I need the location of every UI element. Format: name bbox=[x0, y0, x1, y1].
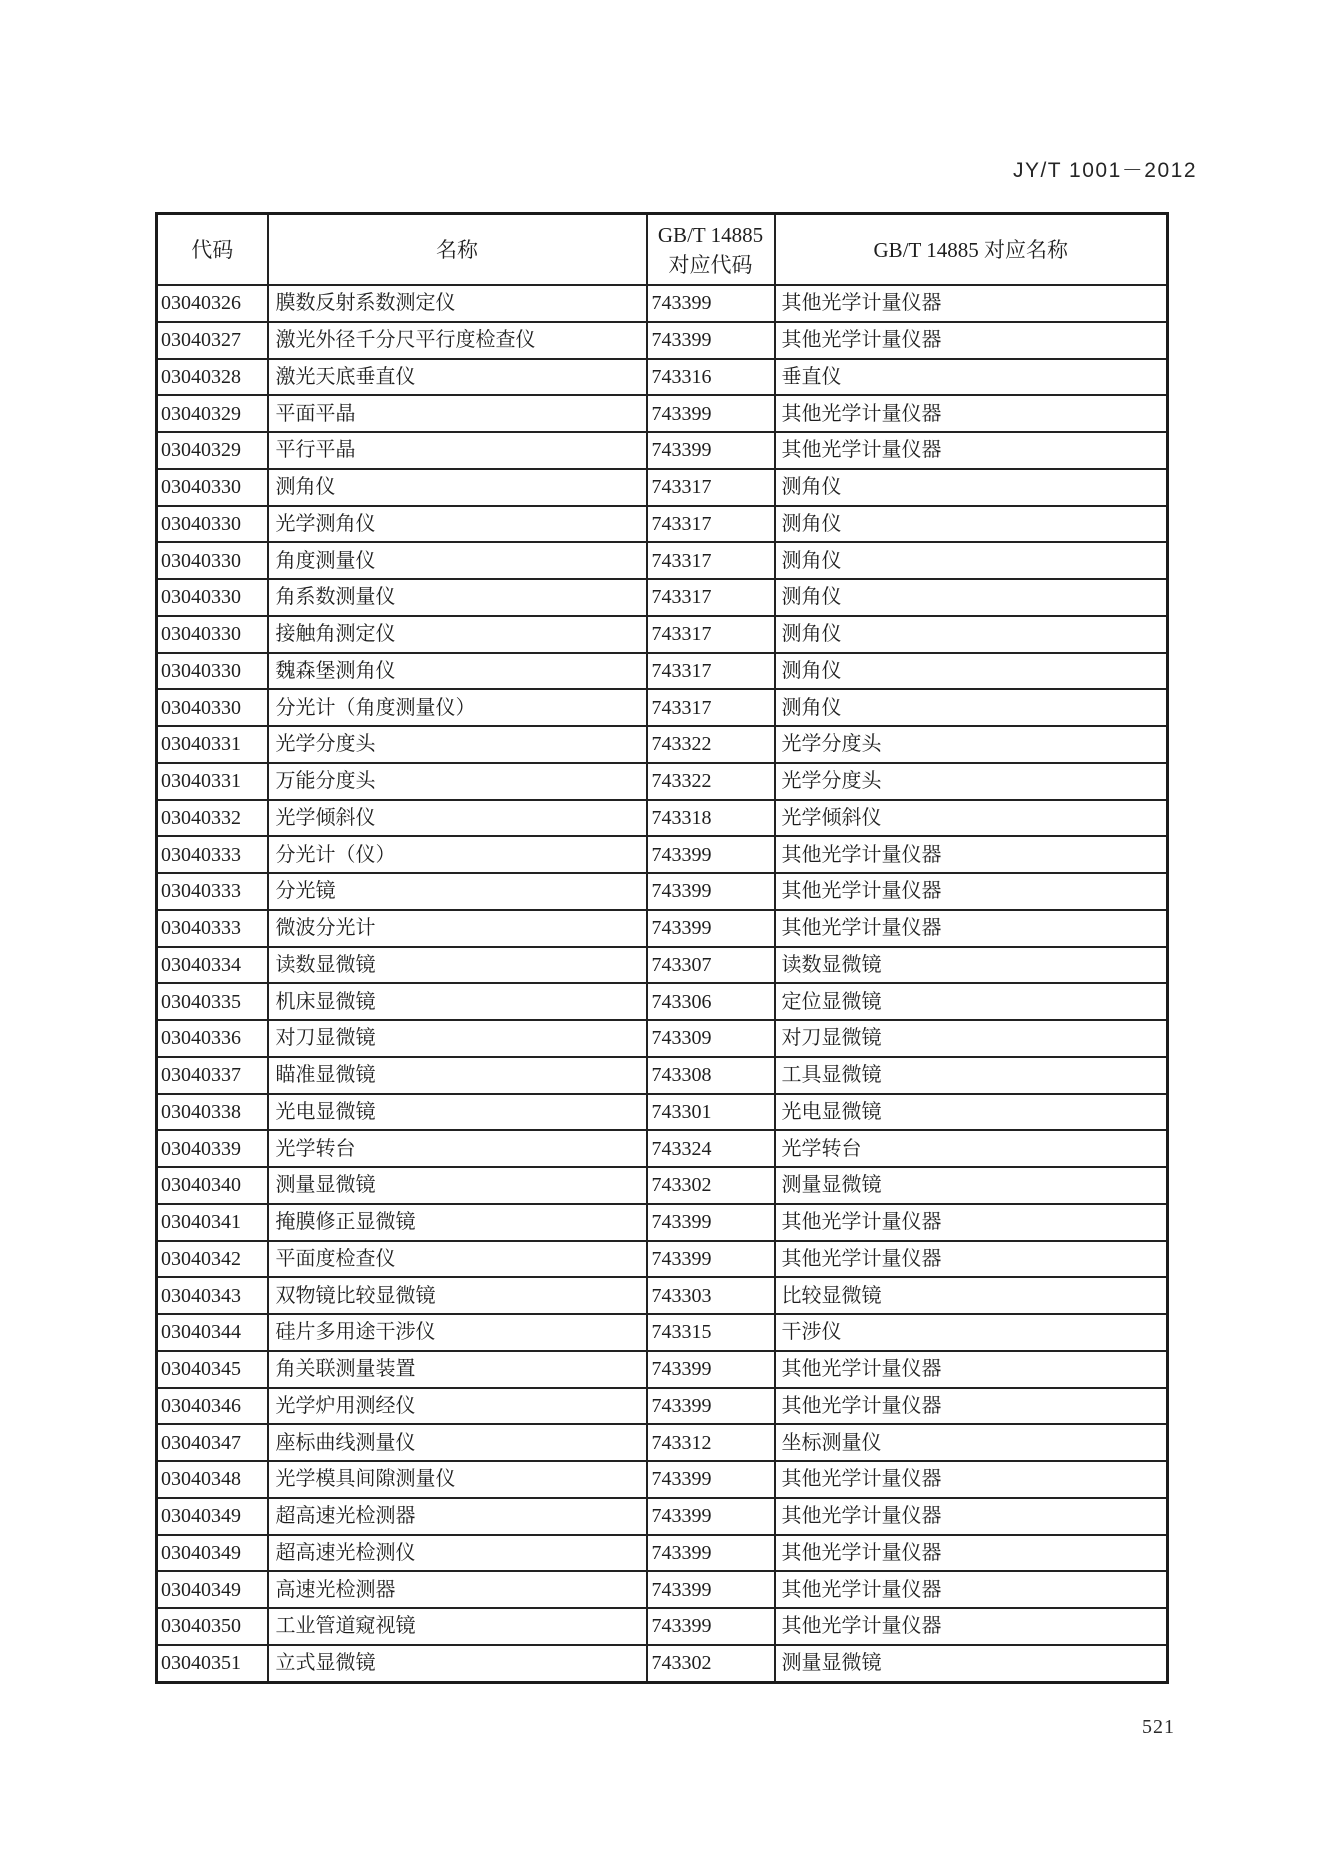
table-container bbox=[155, 212, 1169, 1684]
cell-gbt-code: 743301 bbox=[647, 1094, 775, 1131]
cell-gbt-code: 743399 bbox=[647, 395, 775, 432]
header-row bbox=[157, 214, 1168, 286]
cell-gbt-name: 其他光学计量仪器 bbox=[775, 910, 1168, 947]
cell-name: 立式显微镜 bbox=[268, 1645, 647, 1682]
cell-gbt-name: 定位显微镜 bbox=[775, 983, 1168, 1020]
cell-code: 03040327 bbox=[157, 322, 268, 359]
cell-gbt-name: 其他光学计量仪器 bbox=[775, 322, 1168, 359]
cell-gbt-code: 743317 bbox=[647, 579, 775, 616]
cell-name: 光电显微镜 bbox=[268, 1094, 647, 1131]
cell-gbt-code: 743317 bbox=[647, 506, 775, 543]
cell-gbt-name: 比较显微镜 bbox=[775, 1277, 1168, 1314]
cell-gbt-name: 测量显微镜 bbox=[775, 1645, 1168, 1682]
cell-name: 分光计（仪） bbox=[268, 836, 647, 873]
cell-name: 角度测量仪 bbox=[268, 542, 647, 579]
cell-gbt-name: 光学分度头 bbox=[775, 726, 1168, 763]
cell-gbt-name: 测角仪 bbox=[775, 616, 1168, 653]
cell-name: 光学分度头 bbox=[268, 726, 647, 763]
cell-code: 03040331 bbox=[157, 763, 268, 800]
cell-name: 硅片多用途干涉仪 bbox=[268, 1314, 647, 1351]
cell-gbt-code: 743309 bbox=[647, 1020, 775, 1057]
cell-gbt-name: 其他光学计量仪器 bbox=[775, 395, 1168, 432]
column-header-gbt-name: GB/T 14885 对应名称 bbox=[775, 214, 1168, 286]
table-row bbox=[157, 469, 1168, 506]
cell-code: 03040349 bbox=[157, 1498, 268, 1535]
cell-code: 03040328 bbox=[157, 359, 268, 396]
table-row bbox=[157, 653, 1168, 690]
cell-gbt-code: 743399 bbox=[647, 1571, 775, 1608]
cell-code: 03040348 bbox=[157, 1461, 268, 1498]
column-header-gbt-code-line1: GB/T 14885 bbox=[657, 222, 764, 247]
cell-gbt-name: 其他光学计量仪器 bbox=[775, 1571, 1168, 1608]
cell-name: 光学转台 bbox=[268, 1130, 647, 1167]
cell-code: 03040338 bbox=[157, 1094, 268, 1131]
cell-gbt-name: 测角仪 bbox=[775, 506, 1168, 543]
cell-code: 03040351 bbox=[157, 1645, 268, 1682]
cell-gbt-code: 743399 bbox=[647, 285, 775, 322]
cell-name: 机床显微镜 bbox=[268, 983, 647, 1020]
table-header bbox=[157, 214, 1168, 286]
cell-gbt-code: 743399 bbox=[647, 1351, 775, 1388]
cell-code: 03040330 bbox=[157, 653, 268, 690]
cell-gbt-code: 743312 bbox=[647, 1424, 775, 1461]
cell-name: 膜数反射系数测定仪 bbox=[268, 285, 647, 322]
cell-name: 光学测角仪 bbox=[268, 506, 647, 543]
cell-gbt-name: 其他光学计量仪器 bbox=[775, 1351, 1168, 1388]
cell-gbt-name: 其他光学计量仪器 bbox=[775, 1461, 1168, 1498]
cell-gbt-code: 743399 bbox=[647, 1461, 775, 1498]
cell-gbt-code: 743399 bbox=[647, 432, 775, 469]
cell-name: 角系数测量仪 bbox=[268, 579, 647, 616]
cell-gbt-code: 743399 bbox=[647, 322, 775, 359]
cell-name: 分光计（角度测量仪） bbox=[268, 689, 647, 726]
cell-name: 平面平晶 bbox=[268, 395, 647, 432]
table-row bbox=[157, 1498, 1168, 1535]
cell-gbt-name: 测角仪 bbox=[775, 689, 1168, 726]
cell-gbt-name: 其他光学计量仪器 bbox=[775, 432, 1168, 469]
cell-gbt-name: 垂直仪 bbox=[775, 359, 1168, 396]
cell-gbt-code: 743317 bbox=[647, 653, 775, 690]
cell-code: 03040334 bbox=[157, 947, 268, 984]
cell-gbt-code: 743302 bbox=[647, 1167, 775, 1204]
table-row bbox=[157, 1388, 1168, 1425]
table-row bbox=[157, 726, 1168, 763]
table-row bbox=[157, 1424, 1168, 1461]
cell-gbt-name: 测角仪 bbox=[775, 542, 1168, 579]
cell-gbt-name: 工具显微镜 bbox=[775, 1057, 1168, 1094]
cell-name: 万能分度头 bbox=[268, 763, 647, 800]
cell-gbt-name: 其他光学计量仪器 bbox=[775, 1388, 1168, 1425]
cell-code: 03040343 bbox=[157, 1277, 268, 1314]
table-row bbox=[157, 1204, 1168, 1241]
table-row bbox=[157, 763, 1168, 800]
cell-code: 03040342 bbox=[157, 1241, 268, 1278]
table-row bbox=[157, 910, 1168, 947]
table-row bbox=[157, 395, 1168, 432]
cell-gbt-code: 743317 bbox=[647, 689, 775, 726]
cell-code: 03040330 bbox=[157, 579, 268, 616]
table-row bbox=[157, 689, 1168, 726]
table-row bbox=[157, 836, 1168, 873]
cell-name: 座标曲线测量仪 bbox=[268, 1424, 647, 1461]
cell-name: 掩膜修正显微镜 bbox=[268, 1204, 647, 1241]
table-row bbox=[157, 322, 1168, 359]
cell-name: 角关联测量装置 bbox=[268, 1351, 647, 1388]
cell-code: 03040349 bbox=[157, 1571, 268, 1608]
table-row bbox=[157, 800, 1168, 837]
cell-gbt-name: 测角仪 bbox=[775, 653, 1168, 690]
cell-gbt-code: 743317 bbox=[647, 469, 775, 506]
cell-name: 超高速光检测仪 bbox=[268, 1535, 647, 1572]
cell-name: 接触角测定仪 bbox=[268, 616, 647, 653]
cell-gbt-code: 743324 bbox=[647, 1130, 775, 1167]
cell-gbt-code: 743399 bbox=[647, 1388, 775, 1425]
cell-gbt-code: 743316 bbox=[647, 359, 775, 396]
table-row bbox=[157, 1645, 1168, 1682]
cell-code: 03040326 bbox=[157, 285, 268, 322]
table-row bbox=[157, 616, 1168, 653]
table-row bbox=[157, 1167, 1168, 1204]
cell-gbt-code: 743307 bbox=[647, 947, 775, 984]
cell-name: 高速光检测器 bbox=[268, 1571, 647, 1608]
cell-name: 光学炉用测经仪 bbox=[268, 1388, 647, 1425]
cell-code: 03040336 bbox=[157, 1020, 268, 1057]
cell-code: 03040337 bbox=[157, 1057, 268, 1094]
cell-name: 平面度检查仪 bbox=[268, 1241, 647, 1278]
table-row bbox=[157, 873, 1168, 910]
cell-gbt-name: 测角仪 bbox=[775, 579, 1168, 616]
cell-name: 分光镜 bbox=[268, 873, 647, 910]
cell-name: 双物镜比较显微镜 bbox=[268, 1277, 647, 1314]
cell-gbt-name: 光电显微镜 bbox=[775, 1094, 1168, 1131]
cell-code: 03040341 bbox=[157, 1204, 268, 1241]
table-row bbox=[157, 1277, 1168, 1314]
table-row bbox=[157, 1094, 1168, 1131]
cell-gbt-name: 对刀显微镜 bbox=[775, 1020, 1168, 1057]
cell-name: 测量显微镜 bbox=[268, 1167, 647, 1204]
column-header-name: 名称 bbox=[268, 214, 647, 286]
table-row bbox=[157, 1130, 1168, 1167]
cell-code: 03040339 bbox=[157, 1130, 268, 1167]
cell-gbt-name: 其他光学计量仪器 bbox=[775, 1608, 1168, 1645]
table-row bbox=[157, 1608, 1168, 1645]
cell-gbt-code: 743399 bbox=[647, 1535, 775, 1572]
page-number: 521 bbox=[1142, 1716, 1175, 1738]
cell-gbt-name: 其他光学计量仪器 bbox=[775, 285, 1168, 322]
cell-code: 03040330 bbox=[157, 506, 268, 543]
table-row bbox=[157, 1314, 1168, 1351]
cell-name: 激光天底垂直仪 bbox=[268, 359, 647, 396]
table-row bbox=[157, 285, 1168, 322]
cell-code: 03040333 bbox=[157, 910, 268, 947]
table-row bbox=[157, 1535, 1168, 1572]
cell-name: 魏森堡测角仪 bbox=[268, 653, 647, 690]
table-row bbox=[157, 1241, 1168, 1278]
cell-name: 平行平晶 bbox=[268, 432, 647, 469]
cell-code: 03040335 bbox=[157, 983, 268, 1020]
cell-gbt-name: 光学分度头 bbox=[775, 763, 1168, 800]
table-row bbox=[157, 1571, 1168, 1608]
code-mapping-table bbox=[155, 212, 1169, 1684]
table-row bbox=[157, 542, 1168, 579]
cell-code: 03040330 bbox=[157, 542, 268, 579]
cell-code: 03040330 bbox=[157, 616, 268, 653]
table-row bbox=[157, 1351, 1168, 1388]
table-row bbox=[157, 579, 1168, 616]
cell-gbt-code: 743308 bbox=[647, 1057, 775, 1094]
cell-gbt-name: 测量显微镜 bbox=[775, 1167, 1168, 1204]
table-row bbox=[157, 983, 1168, 1020]
table-body bbox=[157, 285, 1168, 1682]
cell-gbt-name: 其他光学计量仪器 bbox=[775, 1535, 1168, 1572]
cell-gbt-code: 743306 bbox=[647, 983, 775, 1020]
cell-gbt-name: 测角仪 bbox=[775, 469, 1168, 506]
table-row bbox=[157, 1461, 1168, 1498]
cell-gbt-code: 743399 bbox=[647, 1204, 775, 1241]
table-row bbox=[157, 359, 1168, 396]
column-header-code: 代码 bbox=[157, 214, 268, 286]
cell-gbt-name: 读数显微镜 bbox=[775, 947, 1168, 984]
cell-name: 光学模具间隙测量仪 bbox=[268, 1461, 647, 1498]
cell-gbt-name: 干涉仪 bbox=[775, 1314, 1168, 1351]
cell-code: 03040346 bbox=[157, 1388, 268, 1425]
cell-code: 03040333 bbox=[157, 873, 268, 910]
cell-gbt-code: 743315 bbox=[647, 1314, 775, 1351]
cell-name: 对刀显微镜 bbox=[268, 1020, 647, 1057]
cell-code: 03040331 bbox=[157, 726, 268, 763]
cell-gbt-code: 743322 bbox=[647, 763, 775, 800]
cell-gbt-name: 其他光学计量仪器 bbox=[775, 1204, 1168, 1241]
cell-gbt-code: 743399 bbox=[647, 873, 775, 910]
table-row bbox=[157, 506, 1168, 543]
cell-name: 测角仪 bbox=[268, 469, 647, 506]
cell-gbt-code: 743302 bbox=[647, 1645, 775, 1682]
cell-name: 激光外径千分尺平行度检查仪 bbox=[268, 322, 647, 359]
cell-name: 超高速光检测器 bbox=[268, 1498, 647, 1535]
cell-gbt-name: 其他光学计量仪器 bbox=[775, 1498, 1168, 1535]
cell-gbt-code: 743399 bbox=[647, 1241, 775, 1278]
cell-gbt-code: 743399 bbox=[647, 910, 775, 947]
cell-gbt-name: 其他光学计量仪器 bbox=[775, 836, 1168, 873]
cell-gbt-code: 743317 bbox=[647, 616, 775, 653]
column-header-gbt-code bbox=[647, 214, 775, 286]
column-header-gbt-code-line2: 对应代码 bbox=[668, 252, 753, 277]
cell-gbt-code: 743322 bbox=[647, 726, 775, 763]
cell-gbt-name: 其他光学计量仪器 bbox=[775, 873, 1168, 910]
table-row bbox=[157, 1020, 1168, 1057]
cell-code: 03040347 bbox=[157, 1424, 268, 1461]
cell-code: 03040350 bbox=[157, 1608, 268, 1645]
cell-gbt-code: 743399 bbox=[647, 1608, 775, 1645]
table-row bbox=[157, 1057, 1168, 1094]
cell-gbt-code: 743399 bbox=[647, 1498, 775, 1535]
table-row bbox=[157, 947, 1168, 984]
cell-code: 03040333 bbox=[157, 836, 268, 873]
cell-code: 03040329 bbox=[157, 395, 268, 432]
cell-gbt-name: 其他光学计量仪器 bbox=[775, 1241, 1168, 1278]
cell-gbt-code: 743317 bbox=[647, 542, 775, 579]
cell-gbt-code: 743303 bbox=[647, 1277, 775, 1314]
cell-code: 03040332 bbox=[157, 800, 268, 837]
table-row bbox=[157, 432, 1168, 469]
cell-code: 03040330 bbox=[157, 689, 268, 726]
cell-code: 03040340 bbox=[157, 1167, 268, 1204]
cell-gbt-name: 光学转台 bbox=[775, 1130, 1168, 1167]
cell-name: 读数显微镜 bbox=[268, 947, 647, 984]
cell-code: 03040349 bbox=[157, 1535, 268, 1572]
cell-gbt-name: 坐标测量仪 bbox=[775, 1424, 1168, 1461]
cell-name: 瞄准显微镜 bbox=[268, 1057, 647, 1094]
cell-code: 03040330 bbox=[157, 469, 268, 506]
cell-code: 03040345 bbox=[157, 1351, 268, 1388]
cell-name: 光学倾斜仪 bbox=[268, 800, 647, 837]
cell-name: 微波分光计 bbox=[268, 910, 647, 947]
cell-gbt-code: 743318 bbox=[647, 800, 775, 837]
cell-gbt-code: 743399 bbox=[647, 836, 775, 873]
cell-name: 工业管道窥视镜 bbox=[268, 1608, 647, 1645]
cell-code: 03040329 bbox=[157, 432, 268, 469]
cell-code: 03040344 bbox=[157, 1314, 268, 1351]
doc-reference-header: JY/T 1001－2012 bbox=[1012, 159, 1197, 182]
cell-gbt-name: 光学倾斜仪 bbox=[775, 800, 1168, 837]
